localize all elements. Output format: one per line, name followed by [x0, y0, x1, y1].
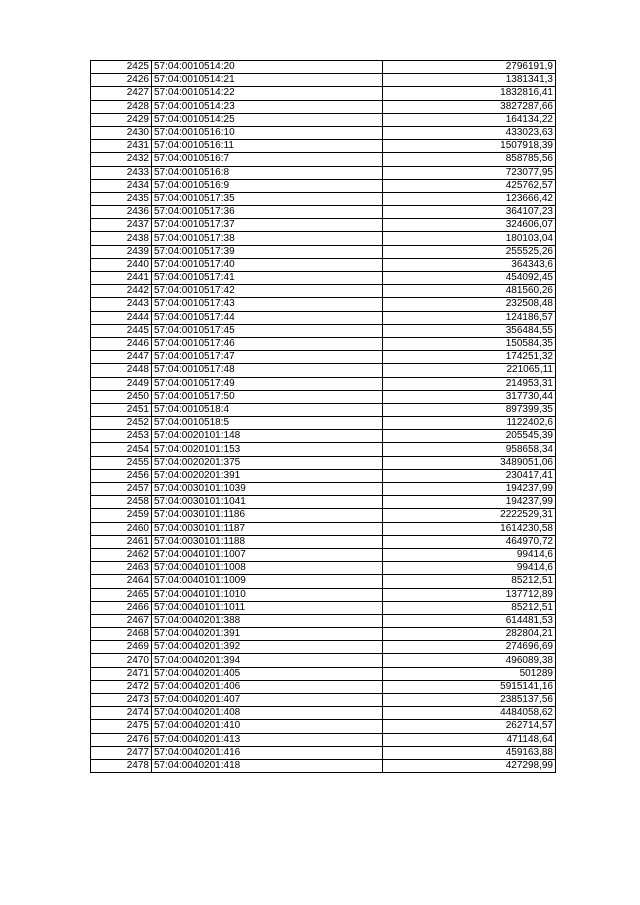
cadastral-number-cell: 57:04:0010517:40 — [152, 258, 383, 271]
cadastral-number-cell: 57:04:0020201:391 — [152, 469, 383, 482]
row-number-cell: 2452 — [91, 417, 152, 430]
table-row — [91, 113, 556, 126]
table-row — [91, 746, 556, 759]
row-number-cell: 2439 — [91, 245, 152, 258]
table-row — [91, 153, 556, 166]
row-number-cell: 2431 — [91, 140, 152, 153]
row-number-cell: 2430 — [91, 126, 152, 139]
table-row — [91, 694, 556, 707]
cadastral-number-cell: 57:04:0010514:23 — [152, 100, 383, 113]
table-row — [91, 641, 556, 654]
cadastral-value-table-page — [90, 60, 556, 773]
row-number-cell: 2427 — [91, 87, 152, 100]
row-number-cell: 2453 — [91, 430, 152, 443]
row-number-cell: 2470 — [91, 654, 152, 667]
cadastral-value-cell: 150584,35 — [383, 337, 556, 350]
table-row — [91, 509, 556, 522]
cadastral-number-cell: 57:04:0030101:1039 — [152, 483, 383, 496]
row-number-cell: 2429 — [91, 113, 152, 126]
table-row — [91, 496, 556, 509]
cadastral-value-cell: 4484058,62 — [383, 707, 556, 720]
cadastral-number-cell: 57:04:0040201:413 — [152, 733, 383, 746]
table-row — [91, 456, 556, 469]
table-row — [91, 126, 556, 139]
cadastral-value-cell: 427298,99 — [383, 759, 556, 772]
table-row — [91, 680, 556, 693]
cadastral-number-cell: 57:04:0040201:406 — [152, 680, 383, 693]
cadastral-value-cell: 123666,42 — [383, 192, 556, 205]
row-number-cell: 2456 — [91, 469, 152, 482]
row-number-cell: 2468 — [91, 628, 152, 641]
cadastral-number-cell: 57:04:0040201:410 — [152, 720, 383, 733]
cadastral-value-cell: 174251,32 — [383, 351, 556, 364]
cadastral-value-cell: 1381341,3 — [383, 74, 556, 87]
table-row — [91, 219, 556, 232]
row-number-cell: 2449 — [91, 377, 152, 390]
cadastral-number-cell: 57:04:0010517:45 — [152, 324, 383, 337]
row-number-cell: 2441 — [91, 272, 152, 285]
table-row — [91, 601, 556, 614]
table-row — [91, 667, 556, 680]
cadastral-number-cell: 57:04:0010516:8 — [152, 166, 383, 179]
cadastral-value-cell: 481560,26 — [383, 285, 556, 298]
cadastral-number-cell: 57:04:0020201:375 — [152, 456, 383, 469]
cadastral-number-cell: 57:04:0010517:37 — [152, 219, 383, 232]
row-number-cell: 2438 — [91, 232, 152, 245]
row-number-cell: 2459 — [91, 509, 152, 522]
cadastral-number-cell: 57:04:0010514:21 — [152, 74, 383, 87]
cadastral-value-cell: 2222529,31 — [383, 509, 556, 522]
row-number-cell: 2465 — [91, 588, 152, 601]
cadastral-value-cell: 614481,53 — [383, 614, 556, 627]
row-number-cell: 2464 — [91, 575, 152, 588]
cadastral-value-cell: 194237,99 — [383, 483, 556, 496]
cadastral-number-cell: 57:04:0040201:418 — [152, 759, 383, 772]
row-number-cell: 2472 — [91, 680, 152, 693]
cadastral-value-cell: 324606,07 — [383, 219, 556, 232]
cadastral-value-cell: 496089,38 — [383, 654, 556, 667]
row-number-cell: 2458 — [91, 496, 152, 509]
cadastral-number-cell: 57:04:0040101:1008 — [152, 562, 383, 575]
cadastral-number-cell: 57:04:0040201:407 — [152, 694, 383, 707]
row-number-cell: 2454 — [91, 443, 152, 456]
row-number-cell: 2446 — [91, 337, 152, 350]
cadastral-number-cell: 57:04:0010517:39 — [152, 245, 383, 258]
cadastral-value-table — [90, 60, 556, 773]
cadastral-value-cell: 3827287,66 — [383, 100, 556, 113]
cadastral-value-cell: 317730,44 — [383, 390, 556, 403]
table-row — [91, 87, 556, 100]
cadastral-value-cell: 85212,51 — [383, 575, 556, 588]
row-number-cell: 2467 — [91, 614, 152, 627]
cadastral-number-cell: 57:04:0010517:43 — [152, 298, 383, 311]
cadastral-value-cell: 194237,99 — [383, 496, 556, 509]
table-row — [91, 298, 556, 311]
cadastral-value-cell: 723077,95 — [383, 166, 556, 179]
row-number-cell: 2437 — [91, 219, 152, 232]
cadastral-number-cell: 57:04:0010517:48 — [152, 364, 383, 377]
cadastral-value-cell: 255525,26 — [383, 245, 556, 258]
row-number-cell: 2440 — [91, 258, 152, 271]
cadastral-value-cell: 124186,57 — [383, 311, 556, 324]
row-number-cell: 2444 — [91, 311, 152, 324]
table-row — [91, 140, 556, 153]
table-row — [91, 337, 556, 350]
row-number-cell: 2442 — [91, 285, 152, 298]
cadastral-value-cell: 99414,6 — [383, 562, 556, 575]
cadastral-number-cell: 57:04:0030101:1041 — [152, 496, 383, 509]
cadastral-number-cell: 57:04:0030101:1188 — [152, 535, 383, 548]
cadastral-value-cell: 180103,04 — [383, 232, 556, 245]
table-row — [91, 324, 556, 337]
table-row — [91, 628, 556, 641]
cadastral-value-cell: 1122402,6 — [383, 417, 556, 430]
cadastral-number-cell: 57:04:0040101:1010 — [152, 588, 383, 601]
table-row — [91, 272, 556, 285]
row-number-cell: 2463 — [91, 562, 152, 575]
cadastral-value-cell: 2385137,56 — [383, 694, 556, 707]
row-number-cell: 2445 — [91, 324, 152, 337]
cadastral-value-cell: 433023,63 — [383, 126, 556, 139]
cadastral-number-cell: 57:04:0010514:20 — [152, 61, 383, 74]
cadastral-number-cell: 57:04:0030101:1187 — [152, 522, 383, 535]
row-number-cell: 2475 — [91, 720, 152, 733]
cadastral-number-cell: 57:04:0010517:47 — [152, 351, 383, 364]
table-row — [91, 311, 556, 324]
table-body — [91, 61, 556, 773]
cadastral-value-cell: 1832816,41 — [383, 87, 556, 100]
table-row — [91, 245, 556, 258]
row-number-cell: 2425 — [91, 61, 152, 74]
row-number-cell: 2434 — [91, 179, 152, 192]
cadastral-value-cell: 897399,35 — [383, 403, 556, 416]
row-number-cell: 2428 — [91, 100, 152, 113]
cadastral-value-cell: 164134,22 — [383, 113, 556, 126]
table-row — [91, 61, 556, 74]
row-number-cell: 2435 — [91, 192, 152, 205]
table-row — [91, 206, 556, 219]
row-number-cell: 2448 — [91, 364, 152, 377]
cadastral-number-cell: 57:04:0010518:4 — [152, 403, 383, 416]
row-number-cell: 2476 — [91, 733, 152, 746]
cadastral-number-cell: 57:04:0040201:388 — [152, 614, 383, 627]
table-row — [91, 707, 556, 720]
cadastral-number-cell: 57:04:0040101:1007 — [152, 548, 383, 561]
cadastral-value-cell: 2796191,9 — [383, 61, 556, 74]
cadastral-number-cell: 57:04:0010516:10 — [152, 126, 383, 139]
row-number-cell: 2450 — [91, 390, 152, 403]
table-row — [91, 548, 556, 561]
table-row — [91, 179, 556, 192]
cadastral-number-cell: 57:04:0010517:42 — [152, 285, 383, 298]
table-row — [91, 377, 556, 390]
cadastral-number-cell: 57:04:0010517:49 — [152, 377, 383, 390]
cadastral-value-cell: 205545,39 — [383, 430, 556, 443]
row-number-cell: 2436 — [91, 206, 152, 219]
table-row — [91, 469, 556, 482]
cadastral-number-cell: 57:04:0010517:41 — [152, 272, 383, 285]
cadastral-number-cell: 57:04:0040101:1009 — [152, 575, 383, 588]
row-number-cell: 2433 — [91, 166, 152, 179]
cadastral-value-cell: 364343,6 — [383, 258, 556, 271]
cadastral-value-cell: 356484,55 — [383, 324, 556, 337]
table-row — [91, 562, 556, 575]
row-number-cell: 2455 — [91, 456, 152, 469]
table-row — [91, 430, 556, 443]
table-row — [91, 759, 556, 772]
row-number-cell: 2473 — [91, 694, 152, 707]
cadastral-number-cell: 57:04:0010517:46 — [152, 337, 383, 350]
table-row — [91, 535, 556, 548]
table-row — [91, 443, 556, 456]
table-row — [91, 74, 556, 87]
cadastral-number-cell: 57:04:0010516:11 — [152, 140, 383, 153]
cadastral-number-cell: 57:04:0010516:7 — [152, 153, 383, 166]
cadastral-value-cell: 230417,41 — [383, 469, 556, 482]
cadastral-value-cell: 274696,69 — [383, 641, 556, 654]
cadastral-value-cell: 958658,34 — [383, 443, 556, 456]
row-number-cell: 2432 — [91, 153, 152, 166]
table-row — [91, 100, 556, 113]
cadastral-number-cell: 57:04:0040201:394 — [152, 654, 383, 667]
cadastral-number-cell: 57:04:0010516:9 — [152, 179, 383, 192]
cadastral-value-cell: 459163,88 — [383, 746, 556, 759]
cadastral-value-cell: 232508,48 — [383, 298, 556, 311]
cadastral-value-cell: 464970,72 — [383, 535, 556, 548]
row-number-cell: 2462 — [91, 548, 152, 561]
table-row — [91, 614, 556, 627]
cadastral-value-cell: 282804,21 — [383, 628, 556, 641]
cadastral-number-cell: 57:04:0030101:1186 — [152, 509, 383, 522]
table-row — [91, 285, 556, 298]
cadastral-number-cell: 57:04:0010517:44 — [152, 311, 383, 324]
cadastral-value-cell: 471148,64 — [383, 733, 556, 746]
row-number-cell: 2471 — [91, 667, 152, 680]
row-number-cell: 2477 — [91, 746, 152, 759]
table-row — [91, 403, 556, 416]
cadastral-value-cell: 858785,56 — [383, 153, 556, 166]
table-row — [91, 192, 556, 205]
cadastral-value-cell: 364107,23 — [383, 206, 556, 219]
table-row — [91, 720, 556, 733]
table-row — [91, 351, 556, 364]
cadastral-number-cell: 57:04:0010514:25 — [152, 113, 383, 126]
row-number-cell: 2457 — [91, 483, 152, 496]
cadastral-number-cell: 57:04:0010517:36 — [152, 206, 383, 219]
row-number-cell: 2469 — [91, 641, 152, 654]
table-row — [91, 575, 556, 588]
cadastral-value-cell: 85212,51 — [383, 601, 556, 614]
table-row — [91, 654, 556, 667]
table-row — [91, 232, 556, 245]
cadastral-value-cell: 221065,11 — [383, 364, 556, 377]
cadastral-number-cell: 57:04:0010517:35 — [152, 192, 383, 205]
table-row — [91, 483, 556, 496]
cadastral-number-cell: 57:04:0040201:405 — [152, 667, 383, 680]
cadastral-number-cell: 57:04:0010517:50 — [152, 390, 383, 403]
cadastral-value-cell: 425762,57 — [383, 179, 556, 192]
table-row — [91, 588, 556, 601]
cadastral-value-cell: 214953,31 — [383, 377, 556, 390]
row-number-cell: 2443 — [91, 298, 152, 311]
table-row — [91, 733, 556, 746]
cadastral-number-cell: 57:04:0010517:38 — [152, 232, 383, 245]
row-number-cell: 2474 — [91, 707, 152, 720]
cadastral-number-cell: 57:04:0020101:148 — [152, 430, 383, 443]
cadastral-value-cell: 1507918,39 — [383, 140, 556, 153]
table-row — [91, 166, 556, 179]
cadastral-number-cell: 57:04:0040201:392 — [152, 641, 383, 654]
row-number-cell: 2478 — [91, 759, 152, 772]
cadastral-value-cell: 1614230,58 — [383, 522, 556, 535]
table-row — [91, 390, 556, 403]
row-number-cell: 2466 — [91, 601, 152, 614]
cadastral-number-cell: 57:04:0020101:153 — [152, 443, 383, 456]
row-number-cell: 2447 — [91, 351, 152, 364]
cadastral-number-cell: 57:04:0040201:391 — [152, 628, 383, 641]
cadastral-number-cell: 57:04:0010518:5 — [152, 417, 383, 430]
table-row — [91, 417, 556, 430]
row-number-cell: 2461 — [91, 535, 152, 548]
cadastral-value-cell: 137712,89 — [383, 588, 556, 601]
cadastral-value-cell: 5915141,16 — [383, 680, 556, 693]
cadastral-number-cell: 57:04:0040201:416 — [152, 746, 383, 759]
cadastral-number-cell: 57:04:0010514:22 — [152, 87, 383, 100]
table-row — [91, 522, 556, 535]
cadastral-value-cell: 501289 — [383, 667, 556, 680]
row-number-cell: 2451 — [91, 403, 152, 416]
cadastral-value-cell: 454092,45 — [383, 272, 556, 285]
table-row — [91, 364, 556, 377]
row-number-cell: 2460 — [91, 522, 152, 535]
cadastral-number-cell: 57:04:0040201:408 — [152, 707, 383, 720]
row-number-cell: 2426 — [91, 74, 152, 87]
table-row — [91, 258, 556, 271]
cadastral-value-cell: 99414,6 — [383, 548, 556, 561]
cadastral-value-cell: 262714,57 — [383, 720, 556, 733]
cadastral-number-cell: 57:04:0040101:1011 — [152, 601, 383, 614]
cadastral-value-cell: 3489051,06 — [383, 456, 556, 469]
